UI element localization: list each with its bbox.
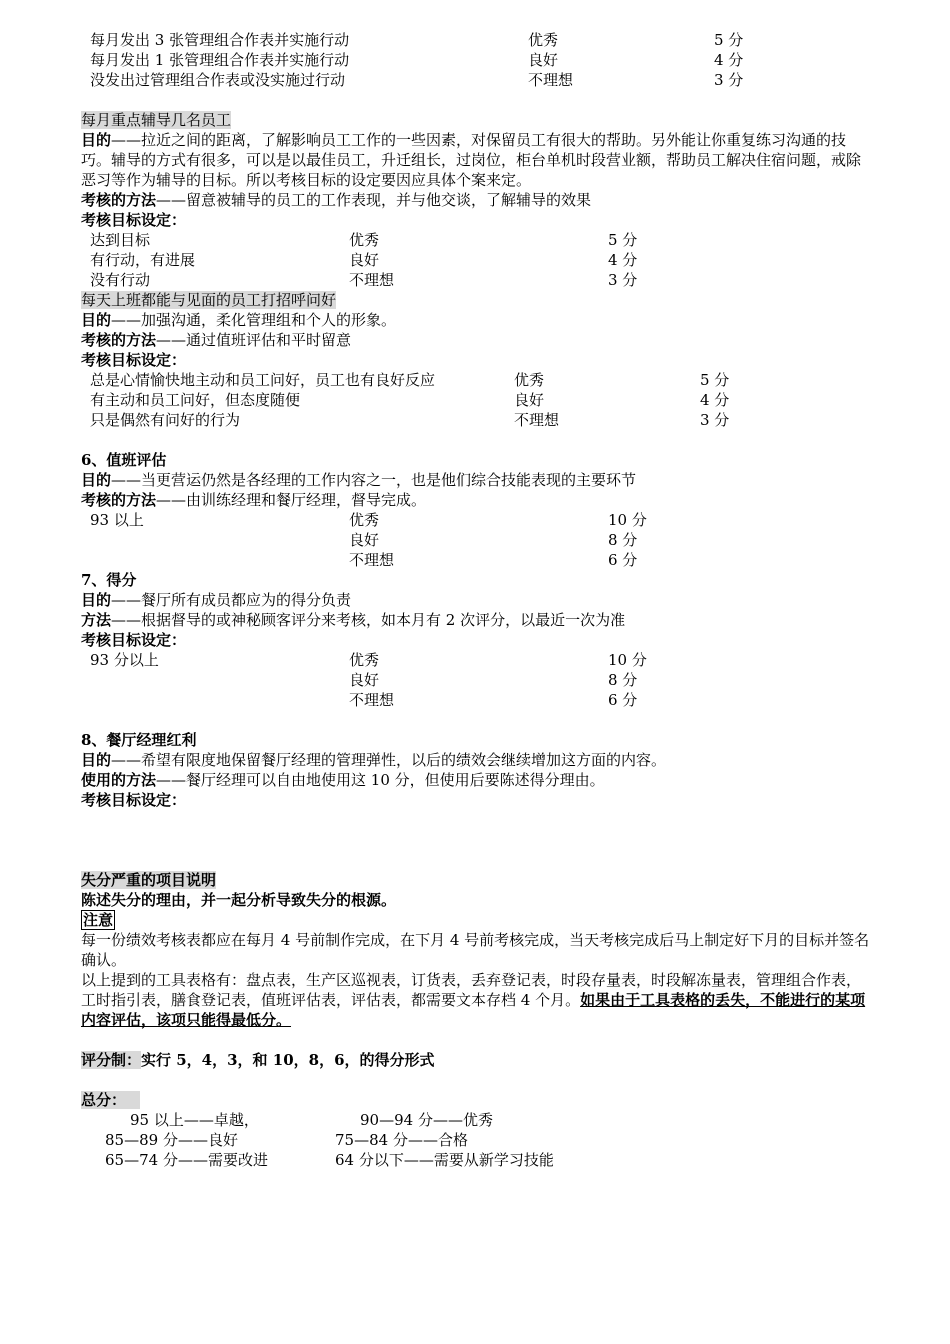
score-row: 良好 8 分 [349, 671, 638, 689]
scoring-line: 评分制：实行 5，4，3，和 10，8，6，的得分形式 [81, 1051, 435, 1069]
sec6-purpose: 目的——当更营运仍然是各经理的工作内容之一，也是他们综合技能表现的主要环节 [81, 471, 637, 489]
notes-title: 失分严重的项目说明 [81, 871, 217, 889]
document-page [81, 30, 871, 1170]
section-title-7: 7、得分 [81, 571, 137, 589]
section-title-8: 8、餐厅经理红利 [81, 731, 197, 749]
score-row: 不理想 6 分 [349, 691, 638, 709]
score-row: 没有行动 不理想 3 分 [90, 271, 638, 289]
greet-purpose: 目的——加强沟通，柔化管理组和个人的形象。 [81, 311, 397, 329]
score-row: 93 分以上 优秀 10 分 [90, 651, 647, 669]
notes-reason: 陈述失分的理由，并一起分析导致失分的根源。 [81, 891, 397, 909]
sec8-target-label: 考核目标设定： [81, 791, 187, 809]
sec6-method: 考核的方法——由训练经理和餐厅经理，督导完成。 [81, 491, 427, 509]
greet-method: 考核的方法——通过值班评估和平时留意 [81, 331, 352, 349]
notes-attention: 注意 [83, 911, 114, 929]
sec7-method: 方法——根据督导的或神秘顾客评分来考核，如本月有 2 次评分，以最近一次为准 [81, 611, 626, 629]
score-row: 总是心情愉快地主动和员工问好，员工也有良好反应 优秀 5 分 [90, 371, 730, 389]
section-title-6: 6、值班评估 [81, 451, 167, 469]
sec8-purpose: 目的——希望有限度地保留餐厅经理的管理弹性，以后的绩效会继续增加这方面的内容。 [81, 751, 667, 769]
score-row: 达到目标 优秀 5 分 [90, 231, 638, 249]
total-label: 总分： [81, 1091, 140, 1109]
score-row: 良好 8 分 [349, 531, 638, 549]
total-row: 65—74 分——需要改进 64 分以下——需要从新学习技能 [105, 1151, 554, 1169]
coach-target-label: 考核目标设定： [81, 211, 187, 229]
score-row: 有主动和员工问好，但态度随便 良好 4 分 [90, 391, 730, 409]
sec7-purpose: 目的——餐厅所有成员都应为的得分负责 [81, 591, 352, 609]
score-row: 没发出过管理组合作表或没实施过行动 不理想 3 分 [90, 71, 744, 89]
score-row: 不理想 6 分 [349, 551, 638, 569]
score-row: 93 以上 优秀 10 分 [90, 511, 647, 529]
notes-para2: 以上提到的工具表格有：盘点表，生产区巡视表，订货表，丢弃登记表，时段存量表，时段解冻量表，管理组合作表，工时指引表，膳食登记表，值班评估表，评估表，都需要文本存档 4 个月。如果由于工具表格的丢失，不能进行的某项内容评估，该项只能得最低分。 [81, 971, 866, 1029]
coach-purpose: 目的——拉近之间的距离，了解影响员工工作的一些因素，对保留员工有很大的帮助。另外能让你重复练习沟通的技巧。辅导的方式有很多，可以是以最佳员工，升迁组长，过岗位，柜台单机时段营业额，帮助员工解决住宿问题，戒除恶习等作为辅导的目标。所以考核目标的设定要因应具体个案来定。 [81, 131, 862, 189]
total-row: 95 以上——卓越， 90—94 分——优秀 [130, 1111, 493, 1129]
score-row: 只是偶然有问好的行为 不理想 3 分 [90, 411, 730, 429]
score-row: 每月发出 1 张管理组合作表并实施行动 良好 4 分 [90, 51, 744, 69]
notes-para1: 每一份绩效考核表都应在每月 4 号前制作完成，在下月 4 号前考核完成，当天考核完成后马上制定好下月的目标并签名确认。 [81, 931, 870, 969]
greet-target-label: 考核目标设定： [81, 351, 187, 369]
sec7-target-label: 考核目标设定： [81, 631, 187, 649]
coach-method: 考核的方法——留意被辅导的员工的工作表现，并与他交谈，了解辅导的效果 [81, 191, 592, 209]
section-title-greet: 每天上班都能与见面的员工打招呼问好 [81, 291, 337, 309]
score-row: 有行动，有进展 良好 4 分 [90, 251, 638, 269]
total-row: 85—89 分——良好 75—84 分——合格 [105, 1131, 468, 1149]
sec8-method: 使用的方法——餐厅经理可以自由地使用这 10 分，但使用后要陈述得分理由。 [81, 771, 605, 789]
score-row: 每月发出 3 张管理组合作表并实施行动 优秀 5 分 [90, 31, 744, 49]
section-title-coach: 每月重点辅导几名员工 [81, 111, 232, 129]
